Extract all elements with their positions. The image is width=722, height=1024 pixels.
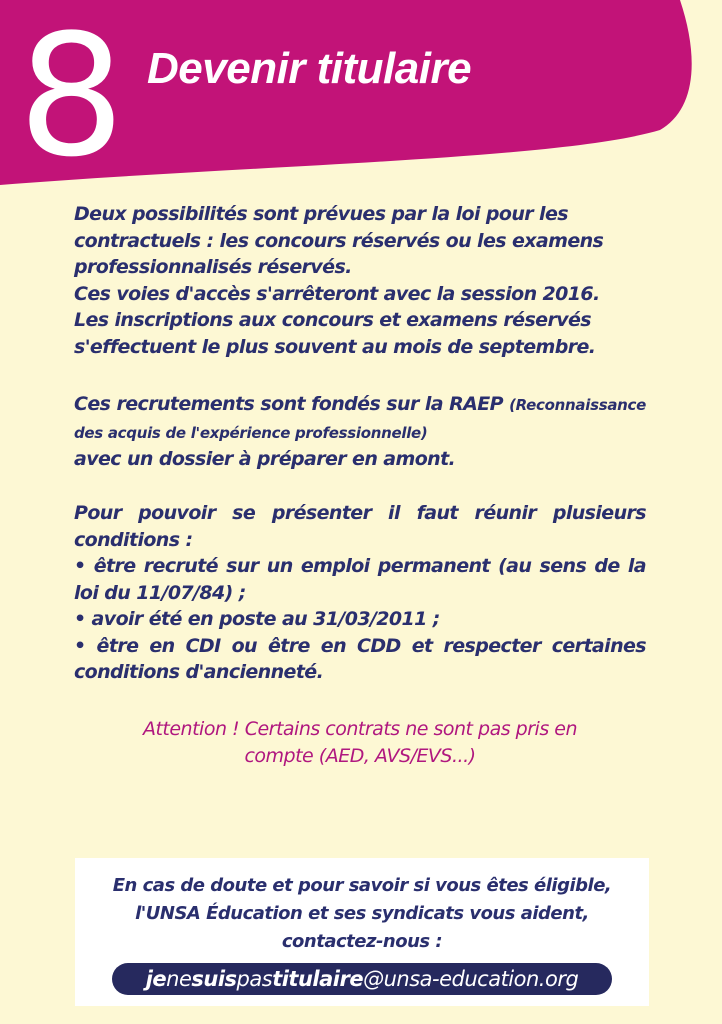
contact-line: l'UNSA Éducation et ses syndicats vous aident, xyxy=(135,903,589,924)
paragraph-possibilities xyxy=(74,201,646,360)
text-line: Ces voies d'accès s'arrêteront avec la session 2016. xyxy=(74,282,600,305)
email-part: pas xyxy=(236,967,273,991)
contact-email-link[interactable] xyxy=(112,963,612,995)
text-line: professionnalisés réservés. xyxy=(74,256,352,278)
contact-line: En cas de doute et pour savoir si vous êtes éligible, xyxy=(112,875,612,896)
contact-box xyxy=(75,858,649,1006)
email-domain: @unsa-education.org xyxy=(363,967,579,991)
page-title: Devenir titulaire xyxy=(147,44,472,93)
raep-lead: Ces recrutements sont fondés sur la RAEP xyxy=(74,393,510,415)
attention-line: Attention ! Certains contrats ne sont pas pris en xyxy=(142,718,578,740)
paragraph-conditions xyxy=(74,500,646,686)
contact-line: contactez-nous : xyxy=(281,931,443,952)
attention-line: compte (AED, AVS/EVS...) xyxy=(244,745,476,767)
condition-item: • avoir été en poste au 31/03/2011 ; xyxy=(74,608,440,630)
section-number: 8 xyxy=(18,0,121,194)
paragraph-raep xyxy=(74,391,646,473)
condition-item: • être en CDI ou être en CDD et respecter certaines conditions d'ancienneté. xyxy=(74,634,646,683)
conditions-intro: Pour pouvoir se présenter il faut réunir plusieurs conditions : xyxy=(74,502,646,551)
text-line: Les inscriptions aux concours et examens réservés xyxy=(74,309,591,331)
email-part: titulaire xyxy=(272,967,364,991)
text-line: contractuels : les concours réservés ou les examens xyxy=(74,229,604,252)
raep-tail: avec un dossier à préparer en amont. xyxy=(74,448,456,470)
contact-text xyxy=(75,872,649,956)
email-part: ne xyxy=(166,967,192,991)
attention-note xyxy=(74,716,646,770)
email-part: je xyxy=(145,967,167,991)
text-line: Deux possibilités sont prévues par la loi pour les xyxy=(74,203,568,225)
raep-text xyxy=(74,391,646,446)
condition-item: • être recruté sur un emploi permanent (au sens de la loi du 11/07/84) ; xyxy=(74,555,646,604)
raep-definition: (Reconnaissance des acquis de l'expérience professionnelle) xyxy=(74,396,646,442)
email-part: suis xyxy=(191,967,237,991)
text-line: s'effectuent le plus souvent au mois de septembre. xyxy=(74,335,596,358)
